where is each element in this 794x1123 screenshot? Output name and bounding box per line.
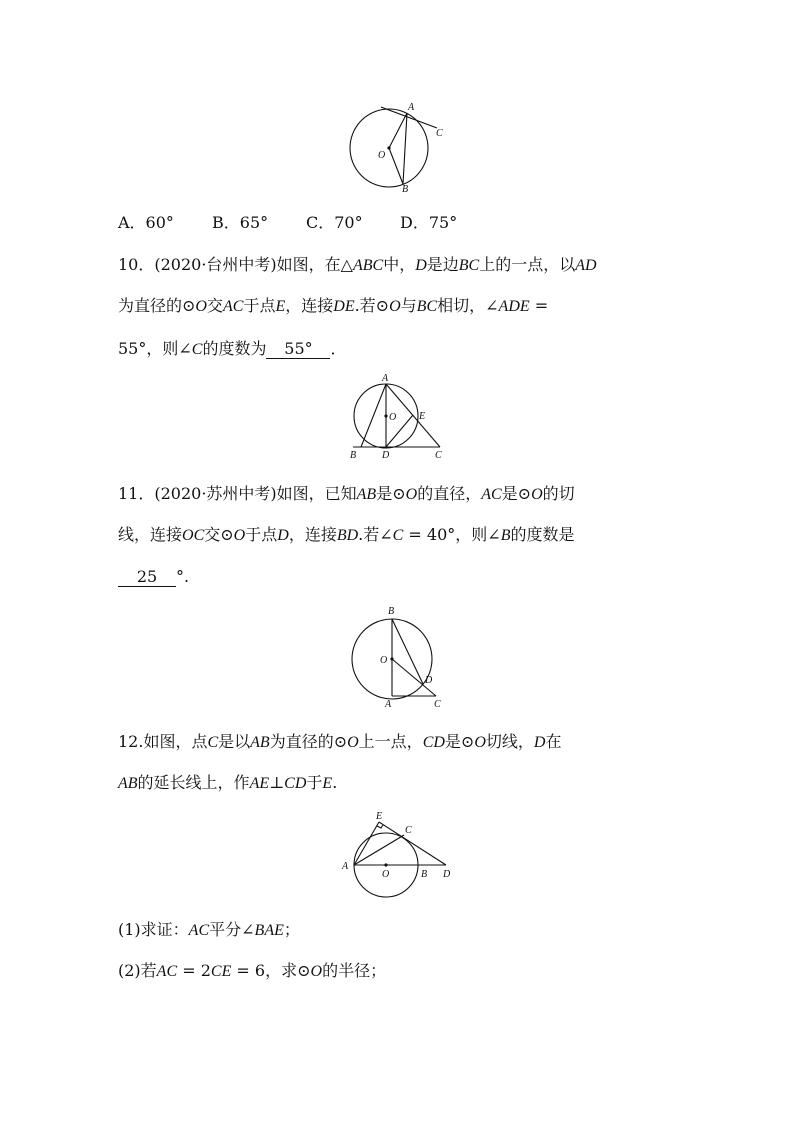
q9-label-c: C — [436, 128, 443, 139]
q11-label-a: A — [385, 699, 392, 710]
q9-option-a: A．60° — [118, 213, 174, 232]
q12-label-c: C — [405, 825, 412, 836]
q11-label-c: C — [434, 699, 441, 710]
q10-label-o: O — [389, 412, 397, 423]
q9-radius-oa — [389, 113, 407, 148]
q10-label-a: A — [382, 373, 389, 384]
q11-line-3: 25 °. — [118, 566, 678, 588]
q12-line-1: 12.如图，点C是以AB为直径的⊙O上一点，CD是⊙O切线，D在 — [118, 732, 562, 751]
q10-side-ab — [361, 384, 386, 447]
q11-answer-blank: 25 — [118, 568, 176, 587]
q10-figure — [340, 370, 450, 460]
q11-label-b: B — [388, 606, 395, 617]
q9-center-dot — [387, 146, 390, 149]
q9-radius-ob — [389, 148, 403, 184]
q10-center-dot — [384, 414, 387, 417]
q12-center-dot — [384, 863, 387, 866]
q9-options — [118, 212, 678, 234]
q12-label-a: A — [342, 861, 349, 872]
q10-label-e: E — [419, 411, 426, 422]
q12-figure — [338, 808, 463, 883]
q10-line-3: 55°，则∠C的度数为 55° ． — [118, 339, 347, 358]
q10-label-d: D — [382, 450, 390, 461]
q11-line-2: 线，连接OC交⊙O于点D，连接BD.若∠C = 40°，则∠B的度数是 — [118, 525, 575, 544]
q12-segment-ae — [354, 822, 379, 865]
q12-part-2: (2)若AC = 2CE = 6，求⊙O的半径； — [118, 961, 387, 980]
q11-center-dot — [390, 657, 393, 660]
q11-line-1: 11．(2020·苏州中考)如图，已知AB是⊙O的直径，AC是⊙O的切 — [118, 484, 575, 503]
q9-label-o: O — [378, 150, 386, 161]
q9-label-b: B — [402, 184, 409, 195]
q9-figure — [340, 96, 460, 196]
q12-label-d: D — [443, 869, 451, 880]
q12-right-angle-mark — [377, 825, 383, 828]
q9-option-d: D．75° — [400, 213, 458, 232]
q12-label-o: O — [382, 869, 390, 880]
q11-figure — [340, 600, 450, 710]
q9-option-c: C．70° — [306, 213, 363, 232]
q12-segment-ac — [354, 835, 404, 865]
q12-label-e: E — [376, 811, 383, 822]
q10-line-2: 为直径的⊙O交AC于点E，连接DE.若⊙O与BC相切，∠ADE = — [118, 296, 549, 315]
q9-chord-ab — [403, 113, 407, 184]
q10-answer-blank: 55° — [266, 340, 330, 359]
q10-label-c: C — [435, 450, 442, 461]
q11-label-o: O — [380, 655, 388, 666]
q9-label-a: A — [408, 102, 415, 113]
q12-label-b: B — [421, 869, 428, 880]
q9-option-b: B．65° — [212, 213, 269, 232]
q12-line-2: AB的延长线上，作AE⊥CD于E. — [118, 773, 338, 792]
q10-line-1: 10．(2020·台州中考)如图，在△ABC中，D是边BC上的一点，以AD — [118, 255, 597, 274]
q11-label-d: D — [425, 675, 433, 686]
q10-label-b: B — [350, 450, 357, 461]
q12-part-1: (1)求证：AC平分∠BAE； — [118, 920, 300, 939]
